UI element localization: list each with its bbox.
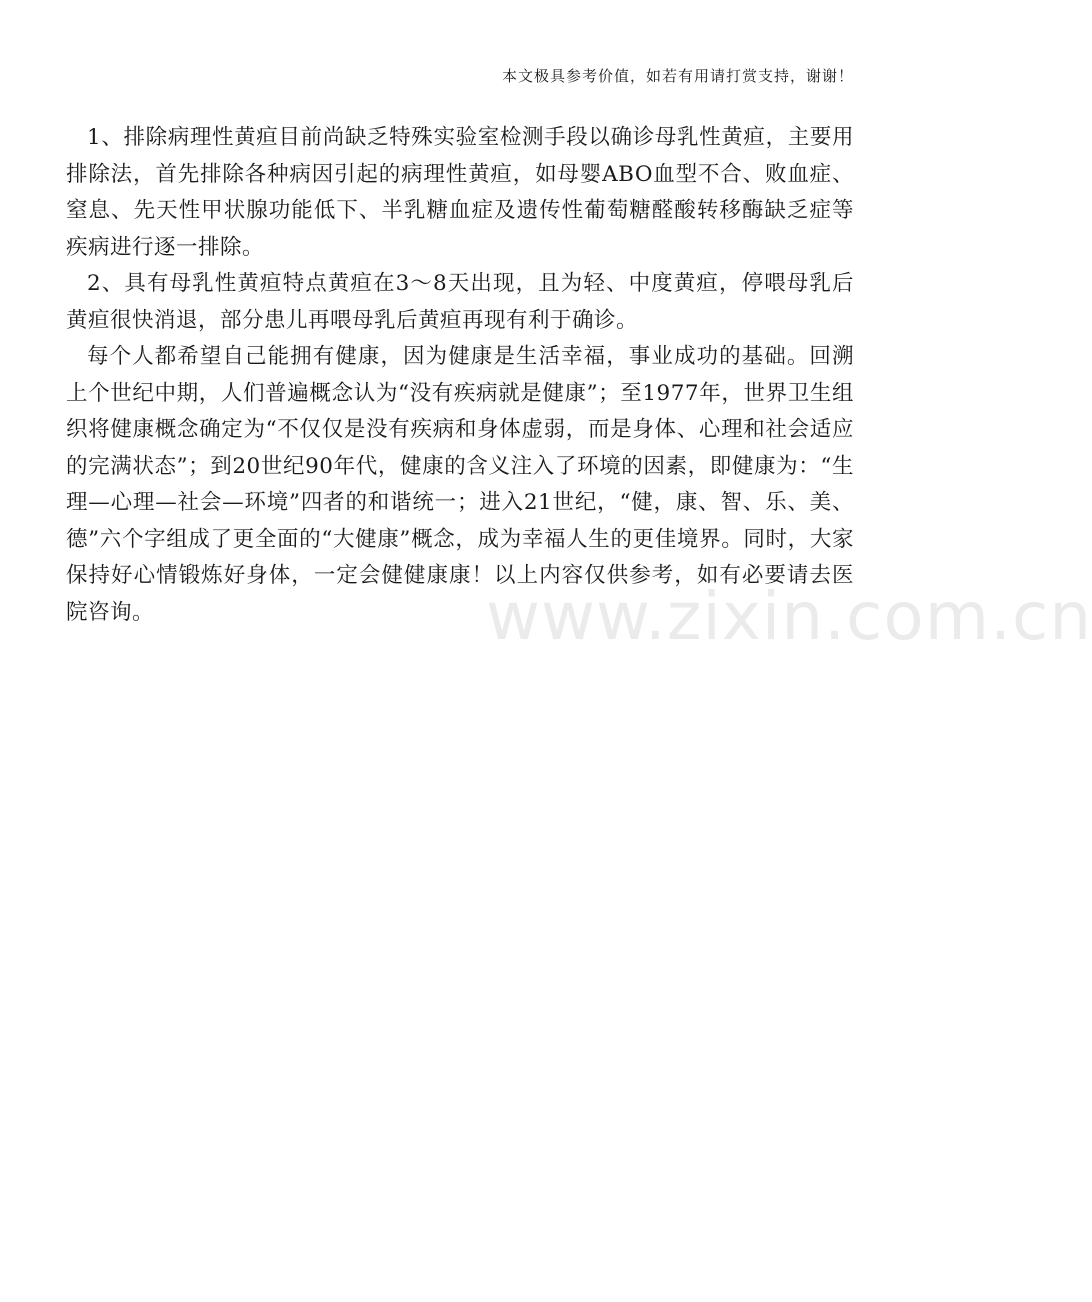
paragraph-1: 1、排除病理性黄疸目前尚缺乏特殊实验室检测手段以确诊母乳性黄疸，主要用排除法，首先排除各种病因引起的病理性黄疸，如母婴ABO血型不合、败血症、窒息、先天性甲状腺功能低下、半乳糖血症及遗传性葡萄糖醛酸转移酶缺乏症等疾病进行逐一排除。 [66,125,854,260]
paragraph-2: 2、具有母乳性黄疸特点黄疸在3～8天出现，且为轻、中度黄疸，停喂母乳后黄疸很快消退，部分患儿再喂母乳后黄疸再现有利于确诊。 [66,271,854,333]
header-note: 本文极具参考价值，如若有用请打赏支持，谢谢！ [501,67,854,85]
paragraph-3: 每个人都希望自己能拥有健康，因为健康是生活幸福，事业成功的基础。回溯上个世纪中期，人们普遍概念认为“没有疾病就是健康”；至1977年，世界卫生组织将健康概念确定为“不仅仅是没有疾病和身体虚弱，而是身体、心理和社会适应的完满状态”；到20世纪90年代，健康的含义注入了环境的因素，即健康为：“生理—心理—社会—环境”四者的和谐统一；进入21世纪，“健，康、智、乐、美、德”六个字组成了更全面的“大健康”概念，成为幸福人生的更佳境界。同时，大家保持好心情锻炼好身体，一定会健健康康！以上内容仅供参考，如有必要请去医院咨询。 [66,344,854,625]
watermark: www.zixin.com.cn [486,578,1092,655]
document-body [66,120,854,631]
